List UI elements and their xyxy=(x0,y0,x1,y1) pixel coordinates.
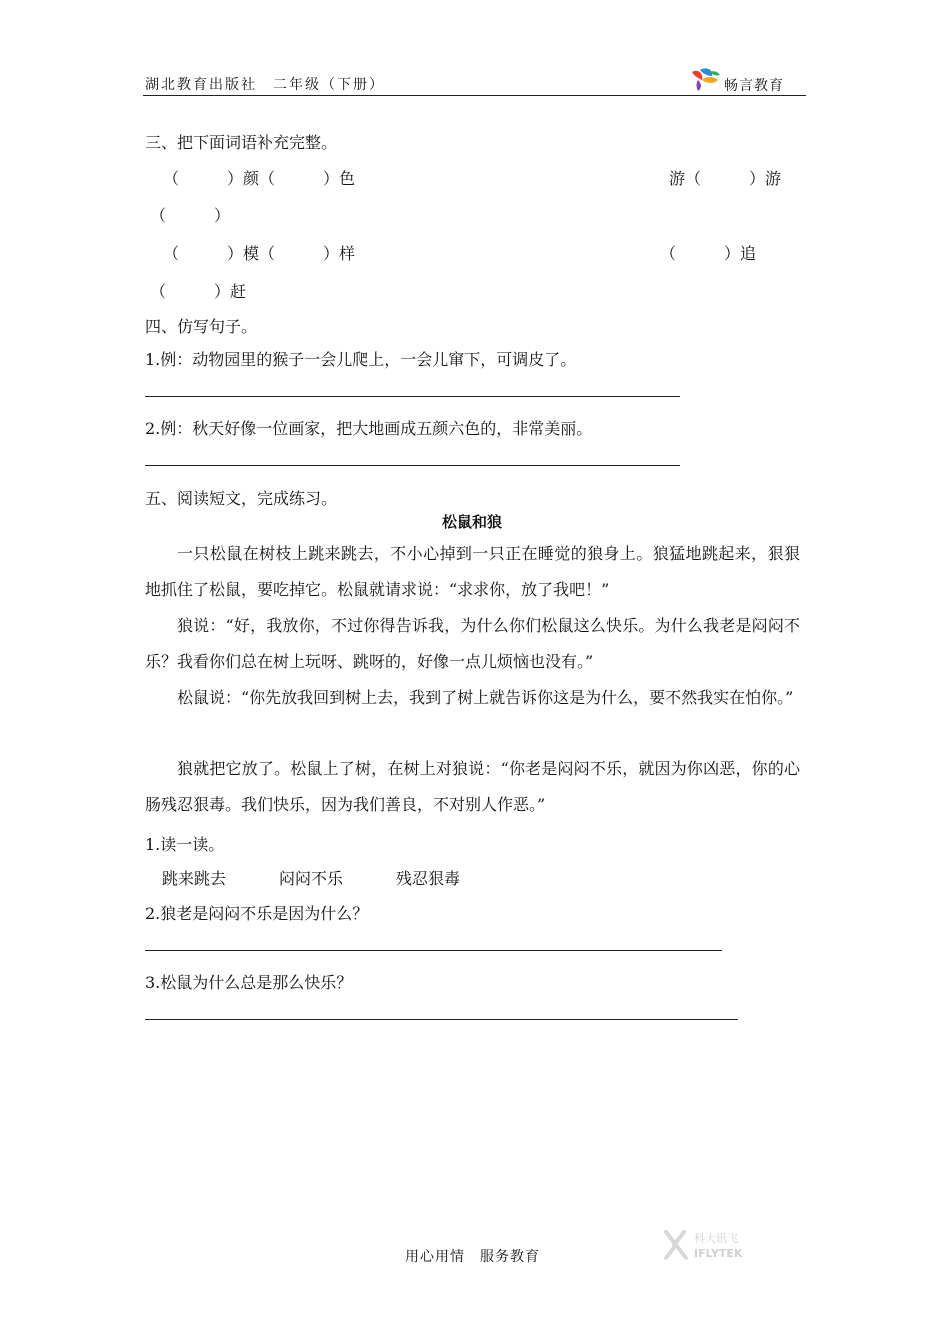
story-paragraph: 狼就把它放了。松鼠上了树，在树上对狼说：“你老是闷闷不乐，就因为你凶恶，你的心肠残忍狠毒。我们快乐，因为我们善良，不对别人作恶。” xyxy=(145,759,800,814)
answer-line-4[interactable] xyxy=(145,1019,738,1020)
section3-row4: （ ）赶 xyxy=(150,282,247,301)
watermark-cn: 科大讯飞 xyxy=(694,1232,738,1245)
section4-heading: 四、仿写句子。 xyxy=(145,317,258,336)
section3-row3-left: （ ）模（ ）样 xyxy=(163,244,356,263)
story-paragraph: 松鼠说：“你先放我回到树上去，我到了树上就告诉你这是为什么，要不然我实在怕你。” xyxy=(177,688,794,707)
story-title: 松鼠和狼 xyxy=(442,513,503,531)
reading-question-2: 2.狼老是闷闷不乐是因为什么？ xyxy=(145,904,369,923)
reading-question-1: 1.读一读。 xyxy=(145,835,225,854)
section4-question-1: 1.例：动物园里的猴子一会儿爬上，一会儿窜下，可调皮了。 xyxy=(145,350,577,369)
section5-heading: 五、阅读短文，完成练习。 xyxy=(145,489,338,508)
brand-logo-icon xyxy=(688,66,722,92)
header-brand: 畅言教育 xyxy=(724,78,784,94)
story-paragraph: 狼说：“好，我放你，不过你得告诉我，为什么你们松鼠这么快乐。为什么我老是闷闷不乐？我看你们总在树上玩呀、跳呀的，好像一点儿烦恼也没有。” xyxy=(145,616,800,671)
header-divider xyxy=(143,95,806,96)
section3-row1-left: （ ）颜（ ）色 xyxy=(163,169,356,188)
header-publisher: 湖北教育出版社 二年级（下册） xyxy=(145,77,385,93)
section3-row2: （ ） xyxy=(150,206,231,225)
vocab-word: 跳来跳去 xyxy=(162,869,227,888)
section3-row3-right: （ ）追 xyxy=(660,244,757,263)
answer-line-3[interactable] xyxy=(145,950,722,951)
answer-line-1[interactable] xyxy=(145,396,680,397)
section4-question-2: 2.例：秋天好像一位画家，把大地画成五颜六色的，非常美丽。 xyxy=(145,419,593,438)
vocab-word: 闷闷不乐 xyxy=(279,869,344,888)
answer-line-2[interactable] xyxy=(145,465,680,466)
story-paragraph: 一只松鼠在树枝上跳来跳去，不小心掉到一只正在睡觉的狼身上。狼猛地跳起来，狠狠地抓住了松鼠，要吃掉它。松鼠就请求说：“求求你，放了我吧！” xyxy=(145,544,800,599)
watermark-en: IFLYTEK xyxy=(694,1247,743,1260)
section3-row1-right: 游（ ）游 xyxy=(669,169,782,188)
section3-heading: 三、把下面词语补充完整。 xyxy=(145,133,338,152)
vocab-word: 残忍狠毒 xyxy=(396,869,461,888)
reading-question-3: 3.松鼠为什么总是那么快乐？ xyxy=(145,973,353,992)
footer-slogan: 用心用情 服务教育 xyxy=(405,1249,540,1265)
iflytek-watermark-icon xyxy=(662,1228,772,1262)
